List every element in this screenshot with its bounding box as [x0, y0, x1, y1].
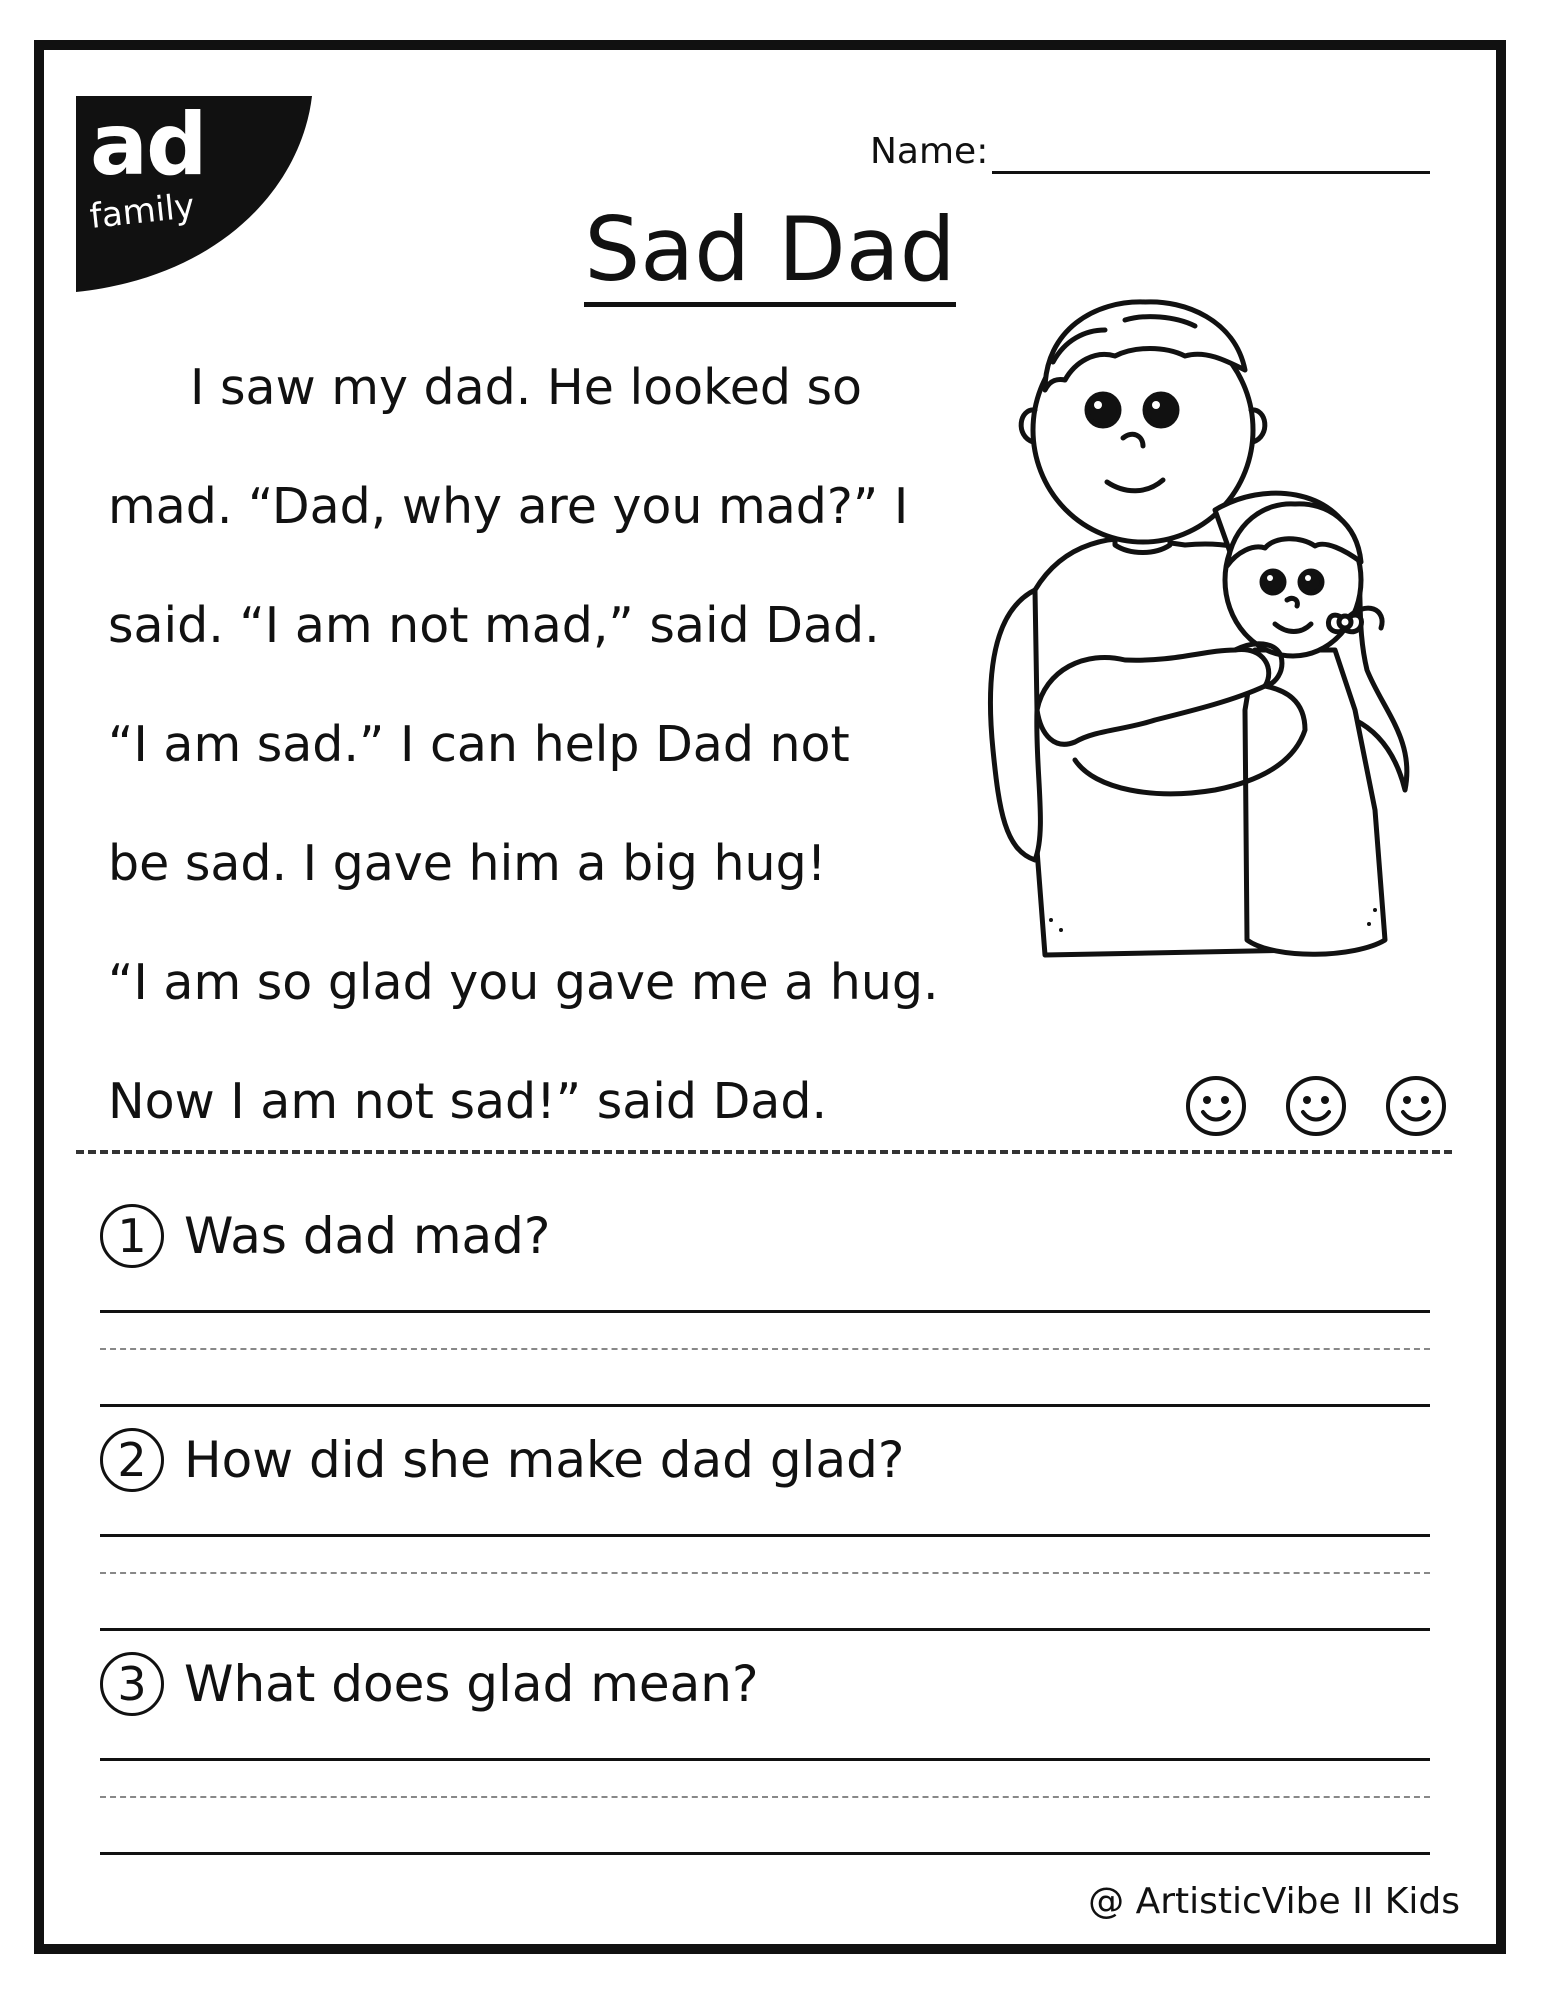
smiley-icon[interactable]	[1184, 1074, 1248, 1138]
question-number-circle: 3	[100, 1652, 164, 1716]
story-line: mad. “Dad, why are you mad?” I	[108, 478, 909, 535]
question-text: What does glad mean?	[184, 1655, 759, 1713]
badge-family-label: family	[87, 186, 197, 237]
question-number-circle: 1	[100, 1204, 164, 1268]
question-header	[100, 1420, 1430, 1500]
story-line: I saw my dad. He looked so	[190, 359, 863, 416]
badge-word-family: ad	[90, 95, 206, 195]
question-header	[100, 1196, 1430, 1276]
story-title	[520, 200, 1020, 307]
self-rating-smileys	[1184, 1074, 1464, 1144]
story-line: Now I am not sad!” said Dad.	[108, 1073, 828, 1130]
answer-writing-lines[interactable]	[100, 1294, 1430, 1416]
story-line: “I am so glad you gave me a hug.	[108, 954, 939, 1011]
story-line: said. “I am not mad,” said Dad.	[108, 597, 880, 654]
smiley-icon[interactable]	[1384, 1074, 1448, 1138]
question-text: Was dad mad?	[184, 1207, 551, 1265]
story-text	[108, 338, 988, 1171]
story-line: be sad. I gave him a big hug!	[108, 835, 827, 892]
question-text: How did she make dad glad?	[184, 1431, 905, 1489]
credit-text: @ ArtisticVibe II Kids	[1088, 1881, 1460, 1922]
smiley-icon[interactable]	[1284, 1074, 1348, 1138]
story-line: “I am sad.” I can help Dad not	[108, 716, 850, 773]
answer-writing-lines[interactable]	[100, 1742, 1430, 1864]
question-header	[100, 1644, 1430, 1724]
section-divider	[76, 1150, 1452, 1154]
name-write-line[interactable]	[992, 127, 1430, 174]
question-number-circle: 2	[100, 1428, 164, 1492]
answer-writing-lines[interactable]	[100, 1518, 1430, 1640]
name-field-row	[870, 124, 1430, 174]
word-family-badge	[76, 96, 312, 292]
name-label: Name:	[870, 131, 989, 172]
question-1	[100, 1196, 1430, 1416]
dad-hugging-girl-illustration	[975, 290, 1455, 970]
story-title-text: Sad Dad	[584, 200, 955, 307]
question-2	[100, 1420, 1430, 1640]
question-3	[100, 1644, 1430, 1864]
